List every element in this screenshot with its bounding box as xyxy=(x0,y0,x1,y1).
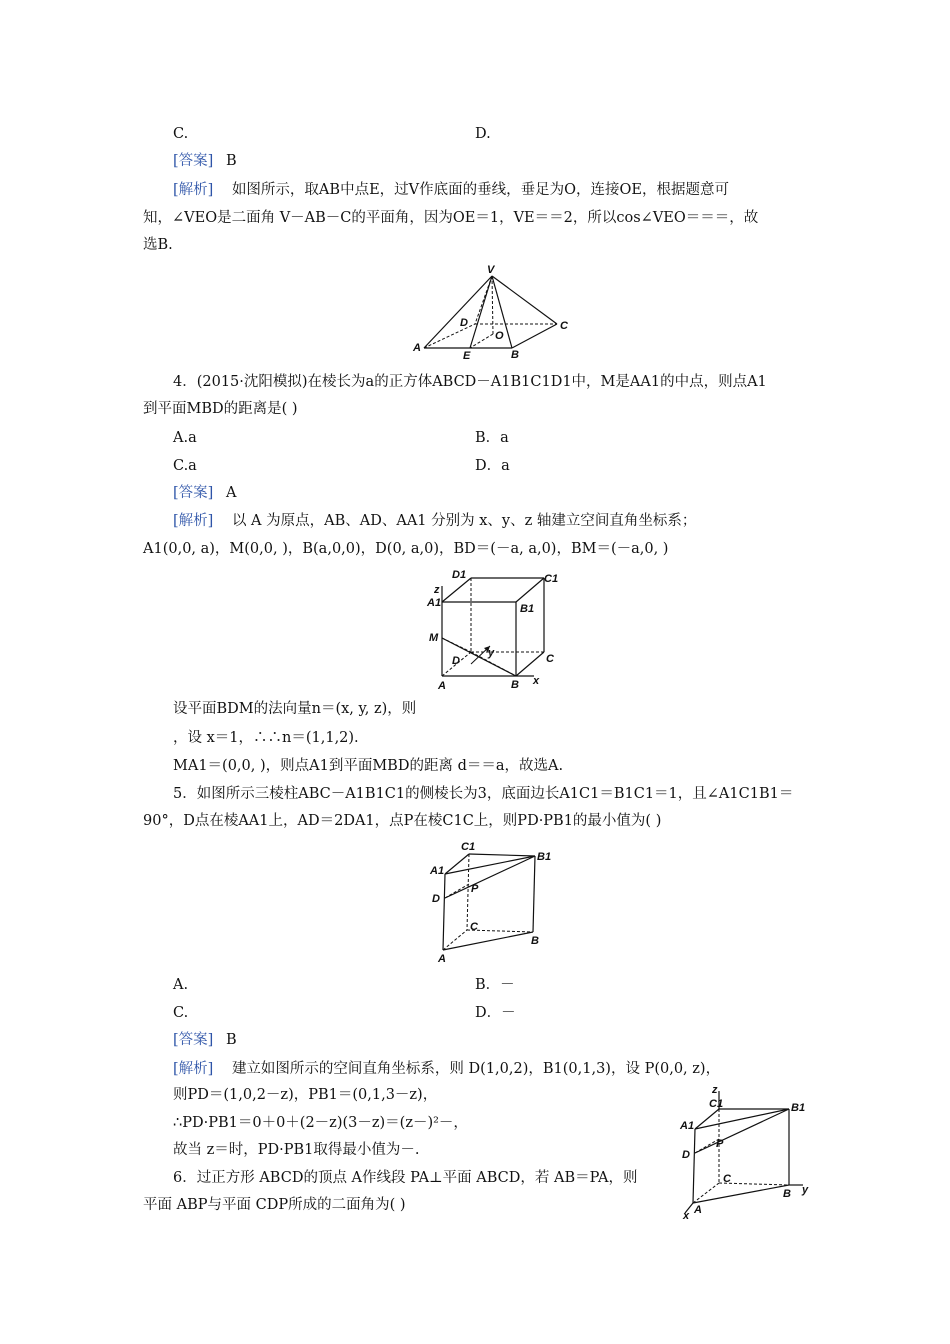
analysis-text: 如图所示，取AB中点E，过V作底面的垂线，垂足为O，连接OE，根据题意可 xyxy=(231,182,729,198)
q4-normal-vector-line: 设平面BDM的法向量n＝(x, y, z)，则 xyxy=(173,701,417,717)
label-C: C xyxy=(470,921,478,933)
label-y: y xyxy=(488,647,495,659)
prism-coordinate-figure xyxy=(675,1085,815,1220)
label-A1: A1 xyxy=(427,597,442,609)
q3-option-d: D. xyxy=(475,126,491,142)
q4-distance-line: MA1＝(0,0, )，则点A1到平面MBD的距离 d＝＝a，故选A. xyxy=(173,758,564,774)
label-C: C xyxy=(546,653,554,665)
label-P: P xyxy=(716,1138,724,1150)
q4-analysis-line-1 xyxy=(173,511,696,531)
q3-analysis-line-3: 选B. xyxy=(143,237,173,253)
q5-option-b: B．－ xyxy=(475,977,515,993)
label-O: O xyxy=(495,330,504,342)
prism-figure xyxy=(425,838,560,968)
q4-answer xyxy=(173,483,236,503)
analysis-tag: [解析] xyxy=(173,1061,214,1077)
analysis-tag: [解析] xyxy=(173,513,214,529)
q4-analysis-line-2: A1(0,0, a)，M(0,0, )，B(a,0,0)，D(0, a,0)，BD＝(－a, a,0)，BM＝(－a,0, ) xyxy=(143,541,669,557)
label-A: A xyxy=(413,342,421,354)
q3-option-c: C. xyxy=(173,126,189,142)
label-A: A xyxy=(438,680,446,692)
q6-stem-line-1: 6．过正方形 ABCD的顶点 A作线段 PA⊥平面 ABCD，若 AB＝PA，则 xyxy=(173,1170,638,1186)
q5-stem-line-2: 90°，D点在棱AA1上，AD＝2DA1，点P在棱C1C上，则PD·PB1的最小值为( ) xyxy=(143,813,662,829)
q5-analysis-line-3: ∴PD·PB1＝0＋0＋(2－z)(3－z)＝(z－)²－， xyxy=(173,1115,468,1131)
answer-value: B xyxy=(225,153,237,169)
label-B: B xyxy=(783,1188,791,1200)
label-C: C xyxy=(723,1173,731,1185)
q5-analysis-line-1 xyxy=(173,1059,720,1079)
q6-stem-line-2: 平面 ABP与平面 CDP所成的二面角为( ) xyxy=(143,1197,406,1213)
q3-answer xyxy=(173,151,237,171)
q4-option-b: B．a xyxy=(475,430,509,446)
q4-option-c: C.a xyxy=(173,458,197,474)
label-A1: A1 xyxy=(680,1120,695,1132)
label-B: B xyxy=(511,679,519,691)
answer-tag: [答案] xyxy=(173,485,214,501)
label-D: D xyxy=(452,655,460,667)
answer-tag: [答案] xyxy=(173,1032,214,1048)
q3-analysis-line-2: 知，∠VEO是二面角 V－AB－C的平面角，因为OE＝1，VE＝＝2，所以cos∠VEO＝＝＝，故 xyxy=(143,210,759,226)
q4-option-a: A.a xyxy=(173,430,197,446)
label-y: y xyxy=(802,1184,809,1196)
label-C1: C1 xyxy=(544,573,559,585)
label-M: M xyxy=(429,632,439,644)
analysis-tag: [解析] xyxy=(173,182,214,198)
q3-analysis-line-1 xyxy=(173,180,729,200)
label-A: A xyxy=(694,1204,702,1216)
label-C1: C1 xyxy=(461,841,476,853)
q4-set-x-line: ，设 x＝1，∴∴n＝(1,1,2). xyxy=(173,730,359,746)
label-D: D xyxy=(432,893,440,905)
q5-option-d: D．－ xyxy=(475,1005,516,1021)
label-V: V xyxy=(487,264,495,276)
label-x: x xyxy=(533,675,540,687)
label-D: D xyxy=(682,1149,690,1161)
label-P: P xyxy=(471,883,479,895)
q4-stem-line-2: 到平面MBD的距离是( ) xyxy=(143,401,298,417)
label-B: B xyxy=(511,349,519,361)
label-B1: B1 xyxy=(791,1102,806,1114)
label-E: E xyxy=(463,350,471,362)
answer-value: B xyxy=(225,1032,237,1048)
label-z: z xyxy=(712,1085,718,1096)
label-x: x xyxy=(683,1210,690,1220)
q5-analysis-line-4: 故当 z＝时，PD·PB1取得最小值为－. xyxy=(173,1142,420,1158)
answer-value: A xyxy=(225,485,237,501)
label-D: D xyxy=(460,317,468,329)
label-B1: B1 xyxy=(537,851,552,863)
label-B: B xyxy=(531,935,539,947)
label-z: z xyxy=(434,584,440,596)
analysis-text: 建立如图所示的空间直角坐标系，则 D(1,0,2)，B1(0,1,3)，设 P(0,0, z)， xyxy=(231,1061,721,1077)
label-A1: A1 xyxy=(430,865,445,877)
q5-answer xyxy=(173,1030,237,1050)
pyramid-figure xyxy=(405,262,585,366)
q5-analysis-line-2: 则PD＝(1,0,2－z)，PB1＝(0,1,3－z)， xyxy=(173,1087,438,1103)
analysis-text: 以 A 为原点，AB、AD、AA1 分别为 x、y、z 轴建立空间直角坐标系； xyxy=(231,513,697,529)
label-D1: D1 xyxy=(452,569,467,581)
q4-stem-line-1: 4．(2015·沈阳模拟)在棱长为a的正方体ABCD－A1B1C1D1中，M是AA1的中点，则点A1 xyxy=(173,374,767,390)
q4-option-d: D．a xyxy=(475,458,510,474)
label-C: C xyxy=(560,320,568,332)
cube-figure xyxy=(420,566,570,692)
q5-option-a: A. xyxy=(173,977,189,993)
label-B1: B1 xyxy=(520,603,535,615)
answer-tag: [答案] xyxy=(173,153,214,169)
q5-stem-line-1: 5．如图所示三棱柱ABC－A1B1C1的侧棱长为3，底面边长A1C1＝B1C1＝1，且∠A1C1B1＝ xyxy=(173,786,794,802)
label-A: A xyxy=(438,953,446,965)
q5-option-c: C. xyxy=(173,1005,189,1021)
label-C1: C1 xyxy=(709,1098,724,1110)
